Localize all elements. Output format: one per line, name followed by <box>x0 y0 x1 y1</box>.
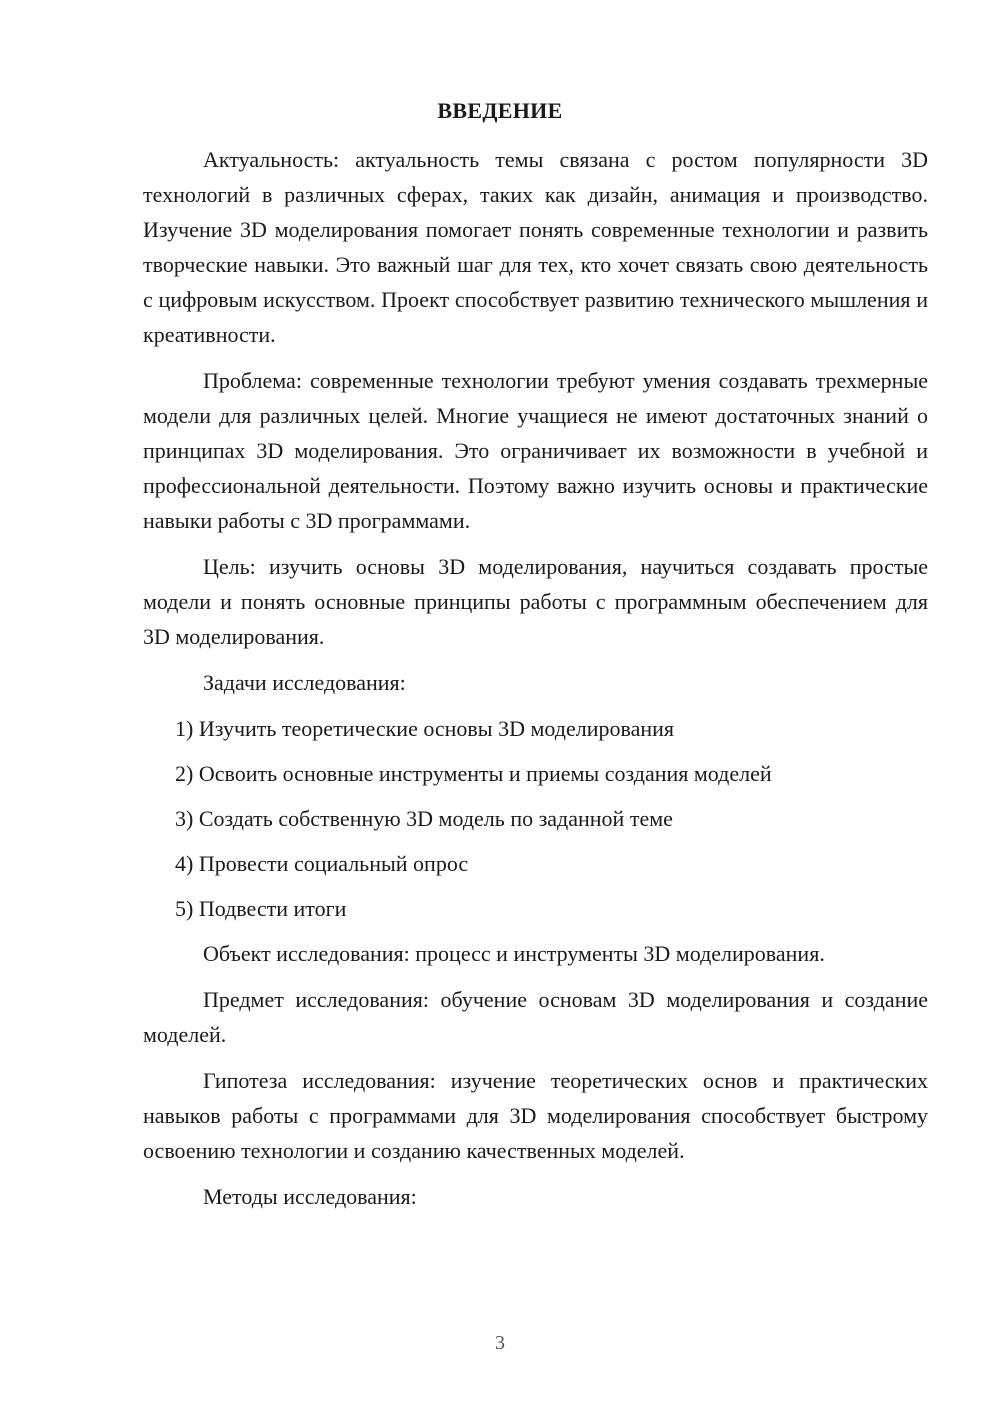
paragraph-problem: Проблема: современные технологии требуют умения создавать трехмерные модели для различных целей. Многие учащиеся не имеют достаточных знаний о принципах 3D моделирования. Это ограничивает их возможности в учебной и профессиональной деятельности. Поэтому важно изучить основы и практические навыки работы с 3D программами. <box>143 368 928 533</box>
paragraph-goal: Цель: изучить основы 3D моделирования, научиться создавать простые модели и понять основные принципы работы с программным обеспечением для 3D моделирования. <box>143 554 928 649</box>
task-item: 3) Создать собственную 3D модель по заданной теме <box>175 806 673 831</box>
page-title: ВВЕДЕНИЕ <box>437 98 563 123</box>
paragraph-subject: Предмет исследования: обучение основам 3D моделирования и создание моделей. <box>143 987 928 1047</box>
paragraph-relevance: Актуальность: актуальность темы связана с ростом популярности 3D технологий в различных сферах, таких как дизайн, анимация и производство. Изучение 3D моделирования помогает понять современные технологии и развить творческие навыки. Это важный шаг для тех, кто хочет связать свою деятельность с цифровым искусством. Проект способствует развитию технического мышления и креативности. <box>143 147 928 347</box>
page-number: 3 <box>495 1332 505 1354</box>
tasks-heading: Задачи исследования: <box>203 670 406 695</box>
paragraph-hypothesis: Гипотеза исследования: изучение теоретических основ и практических навыков работы с программами для 3D моделирования способствует быстрому освоению технологии и созданию качественных моделей. <box>143 1068 928 1163</box>
task-item: 1) Изучить теоретические основы 3D моделирования <box>175 716 674 741</box>
task-item: 4) Провести социальный опрос <box>175 851 469 876</box>
document-body <box>143 142 928 1225</box>
methods-heading: Методы исследования: <box>203 1184 417 1209</box>
paragraph-object: Объект исследования: процесс и инструменты 3D моделирования. <box>203 941 825 966</box>
task-item: 2) Освоить основные инструменты и приемы создания моделей <box>175 761 772 786</box>
task-item: 5) Подвести итоги <box>175 896 347 921</box>
